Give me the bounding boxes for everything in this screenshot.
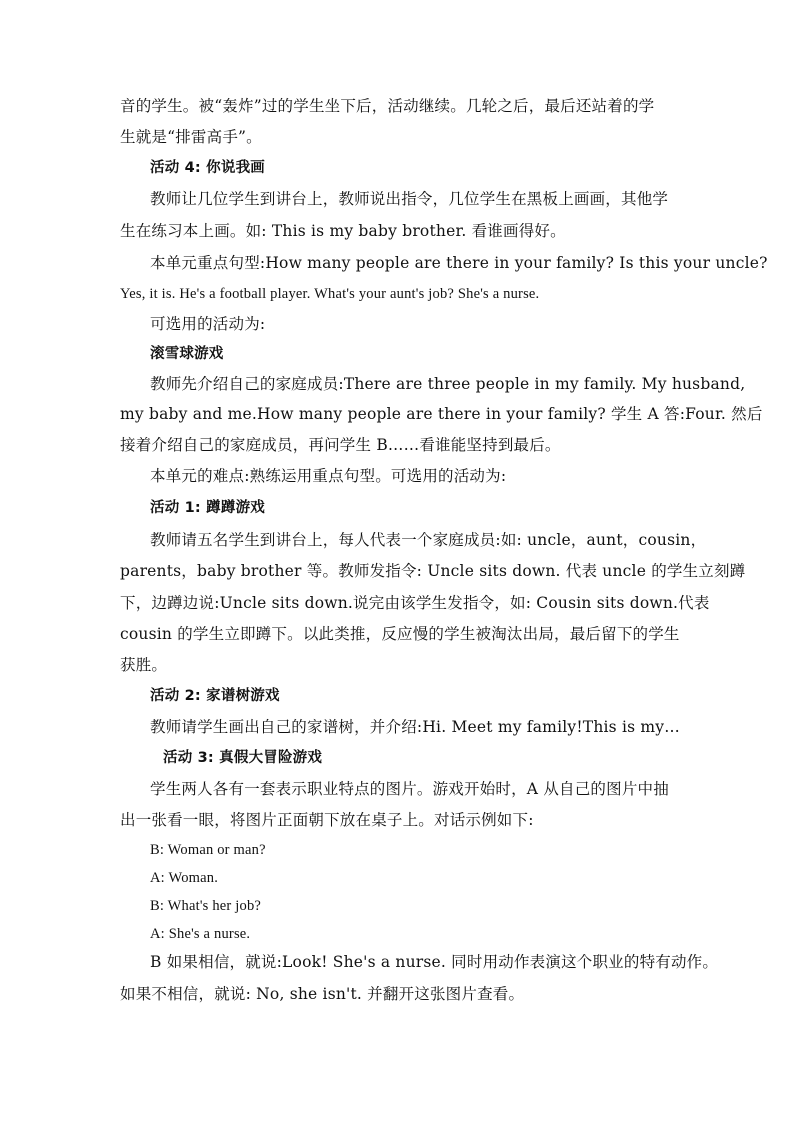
paragraph-line: 教师请五名学生到讲台上，每人代表一个家庭成员:如: uncle，aunt，cousin， [150,531,707,549]
paragraph-line: 获胜。 [120,656,168,674]
paragraph-line: 可选用的活动为: [150,315,266,333]
paragraph-line: 本单元的难点:熟练运用重点句型。可选用的活动为: [150,467,507,485]
dialogue-line: B: Woman or man? [150,842,266,858]
activity-3-heading: 活动 3: 真假大冒险游戏 [163,750,323,766]
key-sentences-line: Yes, it is. He's a football player. What's your aunt's job? She's a nurse. [120,286,540,302]
activity-2-heading: 活动 2: 家谱树游戏 [150,688,280,704]
paragraph-line: parents，baby brother 等。教师发指令: Uncle sits down. 代表 uncle 的学生立刻蹲 [120,562,746,580]
dialogue-line: B: What's her job? [150,898,262,914]
paragraph-line: 学生两人各有一套表示职业特点的图片。游戏开始时，A 从自己的图片中抽 [150,780,669,798]
dialogue-line: A: Woman. [150,870,219,886]
paragraph-line: B 如果相信，就说:Look! She's a nurse. 同时用动作表演这个职业的特有动作。 [150,953,719,971]
paragraph-line: 教师请学生画出自己的家谱树，并介绍:Hi. Meet my family!This is my… [150,718,680,736]
activity-4-heading: 活动 4: 你说我画 [150,160,265,176]
activity-1-heading: 活动 1: 蹲蹲游戏 [150,500,265,516]
paragraph-line: 教师让几位学生到讲台上，教师说出指令，几位学生在黑板上画画，其他学 [150,190,669,208]
key-sentences-line: 本单元重点句型:How many people are there in your family? Is this your uncle? [150,254,768,272]
dialogue-line: A: She's a nurse. [150,926,251,942]
paragraph-line: my baby and me.How many people are there in your family? 学生 A 答:Four. 然后 [120,405,763,423]
paragraph-line: cousin 的学生立即蹲下。以此类推，反应慢的学生被淘汰出局，最后留下的学生 [120,625,680,643]
paragraph-line: 接着介绍自己的家庭成员，再问学生 B……看谁能坚持到最后。 [120,436,561,454]
paragraph-line: 生在练习本上画。如: This is my baby brother. 看谁画得好。 [120,222,566,240]
paragraph-line: 如果不相信，就说: No, she isn't. 并翻开这张图片查看。 [120,985,525,1003]
paragraph-line: 音的学生。被“轰炸”过的学生坐下后，活动继续。几轮之后，最后还站着的学 [120,97,655,115]
paragraph-line: 教师先介绍自己的家庭成员:There are three people in my family. My husband, [150,375,746,393]
paragraph-line: 生就是“排雷高手”。 [120,128,262,146]
snowball-game-heading: 滚雪球游戏 [150,346,224,362]
paragraph-line: 下，边蹲边说:Uncle sits down.说完由该学生发指令，如: Cousin sits down.代表 [120,594,710,612]
paragraph-line: 出一张看一眼，将图片正面朝下放在桌子上。对话示例如下: [120,811,534,829]
